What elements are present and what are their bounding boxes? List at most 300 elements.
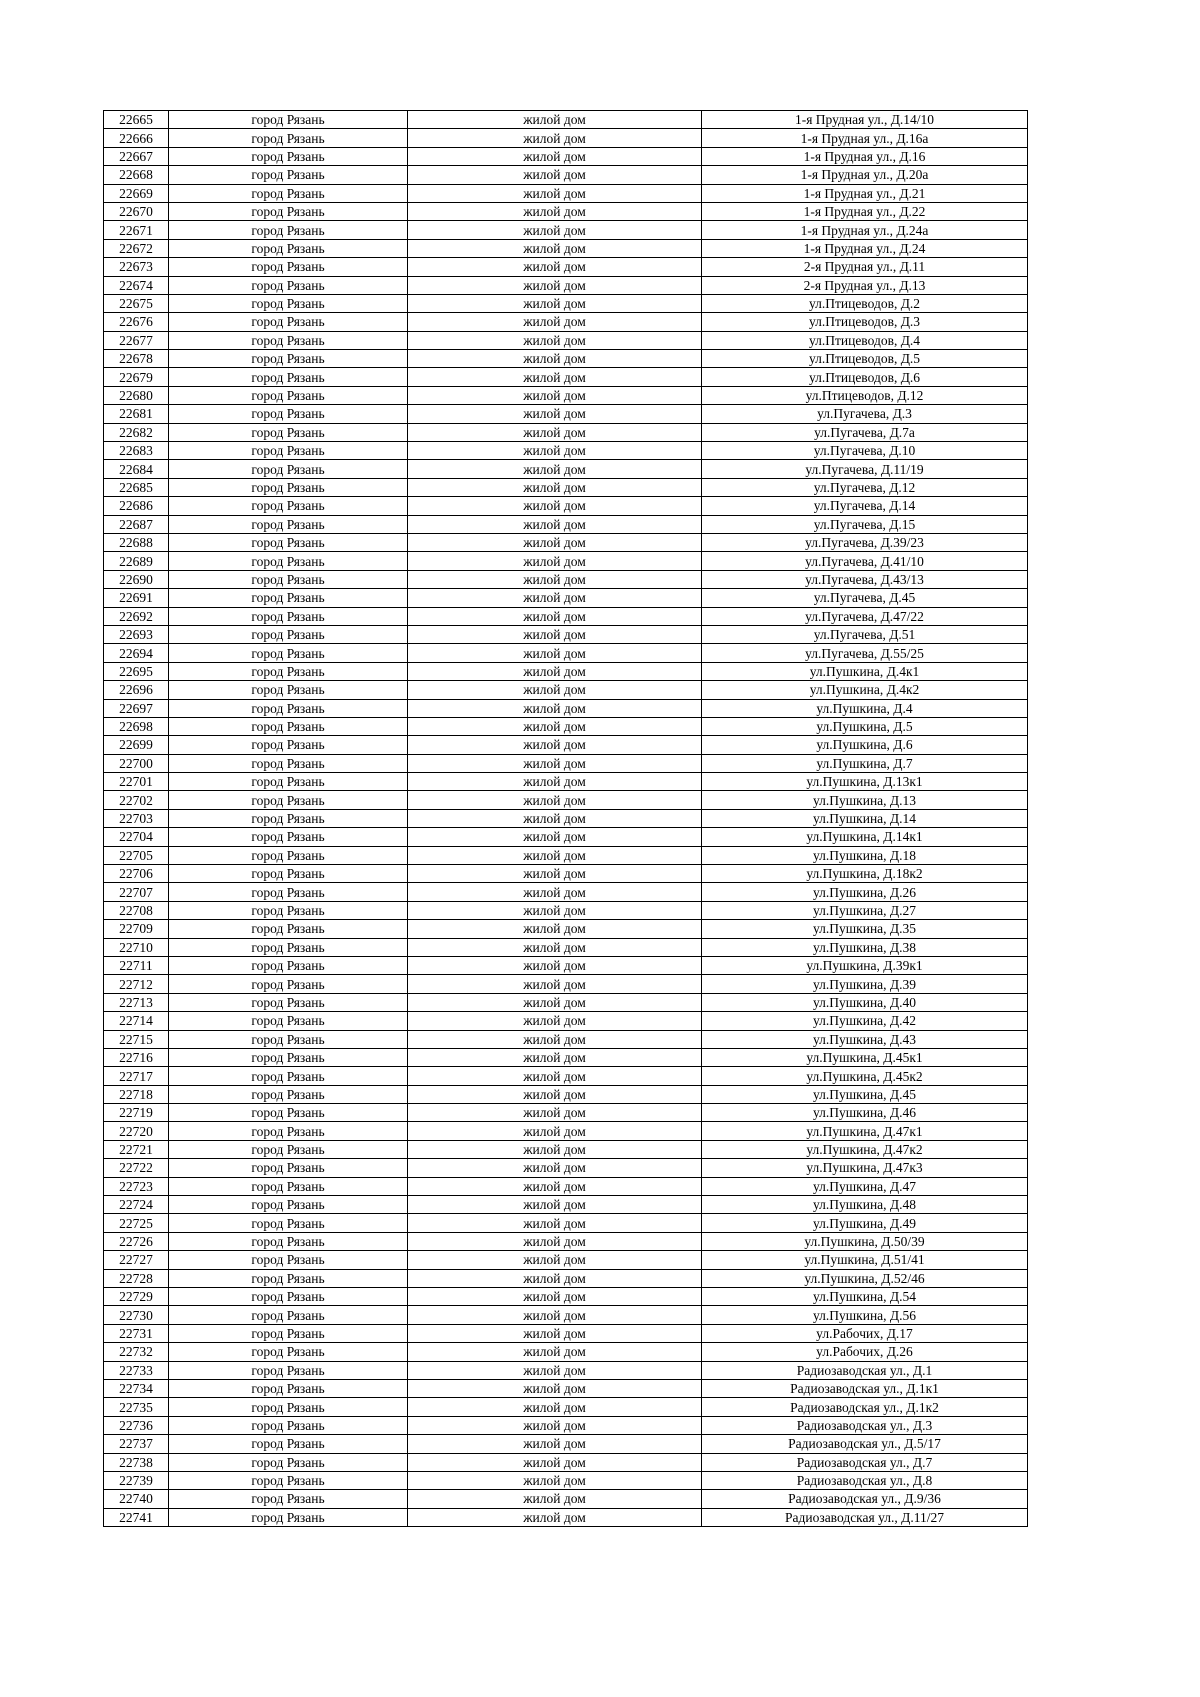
row-number-cell: 22691 bbox=[104, 589, 169, 607]
table-row bbox=[104, 515, 1028, 533]
address-cell: ул.Пушкина, Д.27 bbox=[702, 901, 1028, 919]
address-cell: Радиозаводская ул., Д.5/17 bbox=[702, 1435, 1028, 1453]
row-number-cell: 22701 bbox=[104, 773, 169, 791]
object-type-cell: жилой дом bbox=[408, 1269, 702, 1287]
city-cell: город Рязань bbox=[169, 607, 408, 625]
address-cell: ул.Пушкина, Д.56 bbox=[702, 1306, 1028, 1324]
object-type-cell: жилой дом bbox=[408, 1214, 702, 1232]
object-type-cell: жилой дом bbox=[408, 1030, 702, 1048]
city-cell: город Рязань bbox=[169, 478, 408, 496]
table-row bbox=[104, 607, 1028, 625]
city-cell: город Рязань bbox=[169, 625, 408, 643]
address-cell: 2-я Прудная ул., Д.13 bbox=[702, 276, 1028, 294]
table-row bbox=[104, 1177, 1028, 1195]
address-cell: ул.Пушкина, Д.14 bbox=[702, 809, 1028, 827]
address-cell: ул.Птицеводов, Д.12 bbox=[702, 386, 1028, 404]
row-number-cell: 22680 bbox=[104, 386, 169, 404]
city-cell: город Рязань bbox=[169, 736, 408, 754]
address-cell: ул.Пушкина, Д.39к1 bbox=[702, 956, 1028, 974]
table-row bbox=[104, 1269, 1028, 1287]
table-row bbox=[104, 920, 1028, 938]
row-number-cell: 22740 bbox=[104, 1490, 169, 1508]
city-cell: город Рязань bbox=[169, 184, 408, 202]
row-number-cell: 22667 bbox=[104, 147, 169, 165]
object-type-cell: жилой дом bbox=[408, 791, 702, 809]
table-row bbox=[104, 625, 1028, 643]
city-cell: город Рязань bbox=[169, 111, 408, 129]
city-cell: город Рязань bbox=[169, 1343, 408, 1361]
row-number-cell: 22670 bbox=[104, 202, 169, 220]
row-number-cell: 22737 bbox=[104, 1435, 169, 1453]
object-type-cell: жилой дом bbox=[408, 1104, 702, 1122]
table-row bbox=[104, 865, 1028, 883]
table-row bbox=[104, 1196, 1028, 1214]
address-cell: 1-я Прудная ул., Д.16 bbox=[702, 147, 1028, 165]
table-row bbox=[104, 221, 1028, 239]
city-cell: город Рязань bbox=[169, 846, 408, 864]
object-type-cell: жилой дом bbox=[408, 111, 702, 129]
table-row bbox=[104, 166, 1028, 184]
address-table-body bbox=[104, 111, 1028, 1527]
address-cell: 1-я Прудная ул., Д.22 bbox=[702, 202, 1028, 220]
row-number-cell: 22714 bbox=[104, 1012, 169, 1030]
address-cell: ул.Пушкина, Д.39 bbox=[702, 975, 1028, 993]
table-row bbox=[104, 202, 1028, 220]
city-cell: город Рязань bbox=[169, 442, 408, 460]
row-number-cell: 22730 bbox=[104, 1306, 169, 1324]
city-cell: город Рязань bbox=[169, 1508, 408, 1526]
row-number-cell: 22723 bbox=[104, 1177, 169, 1195]
address-cell: 2-я Прудная ул., Д.11 bbox=[702, 258, 1028, 276]
city-cell: город Рязань bbox=[169, 681, 408, 699]
object-type-cell: жилой дом bbox=[408, 1232, 702, 1250]
address-cell: ул.Пугачева, Д.10 bbox=[702, 442, 1028, 460]
object-type-cell: жилой дом bbox=[408, 773, 702, 791]
city-cell: город Рязань bbox=[169, 1030, 408, 1048]
row-number-cell: 22719 bbox=[104, 1104, 169, 1122]
row-number-cell: 22733 bbox=[104, 1361, 169, 1379]
address-cell: ул.Пугачева, Д.39/23 bbox=[702, 533, 1028, 551]
city-cell: город Рязань bbox=[169, 129, 408, 147]
table-row bbox=[104, 662, 1028, 680]
address-cell: ул.Пушкина, Д.14к1 bbox=[702, 828, 1028, 846]
row-number-cell: 22736 bbox=[104, 1416, 169, 1434]
city-cell: город Рязань bbox=[169, 313, 408, 331]
city-cell: город Рязань bbox=[169, 497, 408, 515]
object-type-cell: жилой дом bbox=[408, 1012, 702, 1030]
object-type-cell: жилой дом bbox=[408, 938, 702, 956]
address-cell: ул.Пугачева, Д.14 bbox=[702, 497, 1028, 515]
object-type-cell: жилой дом bbox=[408, 1177, 702, 1195]
address-cell: ул.Пушкина, Д.49 bbox=[702, 1214, 1028, 1232]
table-row bbox=[104, 147, 1028, 165]
object-type-cell: жилой дом bbox=[408, 920, 702, 938]
row-number-cell: 22741 bbox=[104, 1508, 169, 1526]
row-number-cell: 22700 bbox=[104, 754, 169, 772]
row-number-cell: 22710 bbox=[104, 938, 169, 956]
object-type-cell: жилой дом bbox=[408, 1398, 702, 1416]
city-cell: город Рязань bbox=[169, 975, 408, 993]
row-number-cell: 22708 bbox=[104, 901, 169, 919]
address-cell: ул.Птицеводов, Д.6 bbox=[702, 368, 1028, 386]
table-row bbox=[104, 846, 1028, 864]
address-cell: ул.Пугачева, Д.51 bbox=[702, 625, 1028, 643]
row-number-cell: 22686 bbox=[104, 497, 169, 515]
row-number-cell: 22695 bbox=[104, 662, 169, 680]
table-row bbox=[104, 1508, 1028, 1526]
address-cell: ул.Пушкина, Д.26 bbox=[702, 883, 1028, 901]
address-cell: ул.Птицеводов, Д.5 bbox=[702, 350, 1028, 368]
address-cell: ул.Пушкина, Д.51/41 bbox=[702, 1251, 1028, 1269]
city-cell: город Рязань bbox=[169, 1288, 408, 1306]
table-row bbox=[104, 589, 1028, 607]
object-type-cell: жилой дом bbox=[408, 1343, 702, 1361]
object-type-cell: жилой дом bbox=[408, 1067, 702, 1085]
table-row bbox=[104, 681, 1028, 699]
table-row bbox=[104, 423, 1028, 441]
object-type-cell: жилой дом bbox=[408, 1196, 702, 1214]
address-cell: ул.Пугачева, Д.3 bbox=[702, 405, 1028, 423]
address-cell: ул.Пугачева, Д.41/10 bbox=[702, 552, 1028, 570]
city-cell: город Рязань bbox=[169, 1012, 408, 1030]
object-type-cell: жилой дом bbox=[408, 975, 702, 993]
table-row bbox=[104, 111, 1028, 129]
address-cell: 1-я Прудная ул., Д.16а bbox=[702, 129, 1028, 147]
table-row bbox=[104, 828, 1028, 846]
address-cell: Радиозаводская ул., Д.1к1 bbox=[702, 1379, 1028, 1397]
address-cell: ул.Пушкина, Д.40 bbox=[702, 993, 1028, 1011]
table-row bbox=[104, 552, 1028, 570]
city-cell: город Рязань bbox=[169, 717, 408, 735]
object-type-cell: жилой дом bbox=[408, 129, 702, 147]
row-number-cell: 22694 bbox=[104, 644, 169, 662]
city-cell: город Рязань bbox=[169, 1361, 408, 1379]
city-cell: город Рязань bbox=[169, 350, 408, 368]
address-cell: ул.Пугачева, Д.43/13 bbox=[702, 570, 1028, 588]
city-cell: город Рязань bbox=[169, 1232, 408, 1250]
address-cell: ул.Птицеводов, Д.4 bbox=[702, 331, 1028, 349]
table-row bbox=[104, 975, 1028, 993]
city-cell: город Рязань bbox=[169, 938, 408, 956]
object-type-cell: жилой дом bbox=[408, 1140, 702, 1158]
table-row bbox=[104, 1288, 1028, 1306]
address-cell: ул.Пушкина, Д.45 bbox=[702, 1085, 1028, 1103]
table-row bbox=[104, 699, 1028, 717]
table-row bbox=[104, 276, 1028, 294]
row-number-cell: 22721 bbox=[104, 1140, 169, 1158]
address-cell: ул.Рабочих, Д.17 bbox=[702, 1324, 1028, 1342]
address-cell: ул.Пушкина, Д.46 bbox=[702, 1104, 1028, 1122]
city-cell: город Рязань bbox=[169, 533, 408, 551]
table-row bbox=[104, 1435, 1028, 1453]
object-type-cell: жилой дом bbox=[408, 846, 702, 864]
table-row bbox=[104, 938, 1028, 956]
table-row bbox=[104, 1398, 1028, 1416]
row-number-cell: 22726 bbox=[104, 1232, 169, 1250]
row-number-cell: 22720 bbox=[104, 1122, 169, 1140]
object-type-cell: жилой дом bbox=[408, 956, 702, 974]
table-row bbox=[104, 460, 1028, 478]
city-cell: город Рязань bbox=[169, 1435, 408, 1453]
object-type-cell: жилой дом bbox=[408, 331, 702, 349]
table-row bbox=[104, 644, 1028, 662]
city-cell: город Рязань bbox=[169, 1306, 408, 1324]
table-row bbox=[104, 1012, 1028, 1030]
address-cell: ул.Пушкина, Д.54 bbox=[702, 1288, 1028, 1306]
row-number-cell: 22703 bbox=[104, 809, 169, 827]
row-number-cell: 22679 bbox=[104, 368, 169, 386]
object-type-cell: жилой дом bbox=[408, 1159, 702, 1177]
object-type-cell: жилой дом bbox=[408, 699, 702, 717]
table-row bbox=[104, 1306, 1028, 1324]
table-row bbox=[104, 1104, 1028, 1122]
address-cell: ул.Пушкина, Д.48 bbox=[702, 1196, 1028, 1214]
object-type-cell: жилой дом bbox=[408, 1251, 702, 1269]
city-cell: город Рязань bbox=[169, 1085, 408, 1103]
table-row bbox=[104, 533, 1028, 551]
table-row bbox=[104, 1067, 1028, 1085]
table-row bbox=[104, 570, 1028, 588]
row-number-cell: 22707 bbox=[104, 883, 169, 901]
table-row bbox=[104, 294, 1028, 312]
address-cell: ул.Пушкина, Д.13к1 bbox=[702, 773, 1028, 791]
row-number-cell: 22711 bbox=[104, 956, 169, 974]
city-cell: город Рязань bbox=[169, 1048, 408, 1066]
object-type-cell: жилой дом bbox=[408, 1048, 702, 1066]
city-cell: город Рязань bbox=[169, 828, 408, 846]
row-number-cell: 22738 bbox=[104, 1453, 169, 1471]
city-cell: город Рязань bbox=[169, 368, 408, 386]
object-type-cell: жилой дом bbox=[408, 258, 702, 276]
row-number-cell: 22732 bbox=[104, 1343, 169, 1361]
table-row bbox=[104, 239, 1028, 257]
address-cell: ул.Пушкина, Д.4к2 bbox=[702, 681, 1028, 699]
row-number-cell: 22681 bbox=[104, 405, 169, 423]
row-number-cell: 22731 bbox=[104, 1324, 169, 1342]
row-number-cell: 22676 bbox=[104, 313, 169, 331]
address-cell: ул.Пушкина, Д.47к1 bbox=[702, 1122, 1028, 1140]
table-row bbox=[104, 1490, 1028, 1508]
object-type-cell: жилой дом bbox=[408, 736, 702, 754]
row-number-cell: 22716 bbox=[104, 1048, 169, 1066]
row-number-cell: 22696 bbox=[104, 681, 169, 699]
table-row bbox=[104, 331, 1028, 349]
row-number-cell: 22697 bbox=[104, 699, 169, 717]
object-type-cell: жилой дом bbox=[408, 533, 702, 551]
city-cell: город Рязань bbox=[169, 166, 408, 184]
object-type-cell: жилой дом bbox=[408, 1306, 702, 1324]
table-row bbox=[104, 1453, 1028, 1471]
table-row bbox=[104, 1214, 1028, 1232]
address-cell: ул.Пугачева, Д.7а bbox=[702, 423, 1028, 441]
object-type-cell: жилой дом bbox=[408, 662, 702, 680]
city-cell: город Рязань bbox=[169, 883, 408, 901]
city-cell: город Рязань bbox=[169, 1324, 408, 1342]
table-row bbox=[104, 1085, 1028, 1103]
city-cell: город Рязань bbox=[169, 1471, 408, 1489]
city-cell: город Рязань bbox=[169, 1159, 408, 1177]
object-type-cell: жилой дом bbox=[408, 754, 702, 772]
address-cell: Радиозаводская ул., Д.1к2 bbox=[702, 1398, 1028, 1416]
row-number-cell: 22702 bbox=[104, 791, 169, 809]
address-cell: ул.Пушкина, Д.47к3 bbox=[702, 1159, 1028, 1177]
address-cell: Радиозаводская ул., Д.3 bbox=[702, 1416, 1028, 1434]
object-type-cell: жилой дом bbox=[408, 239, 702, 257]
row-number-cell: 22699 bbox=[104, 736, 169, 754]
address-cell: ул.Пушкина, Д.18 bbox=[702, 846, 1028, 864]
address-cell: ул.Пугачева, Д.12 bbox=[702, 478, 1028, 496]
row-number-cell: 22688 bbox=[104, 533, 169, 551]
object-type-cell: жилой дом bbox=[408, 1122, 702, 1140]
row-number-cell: 22718 bbox=[104, 1085, 169, 1103]
table-row bbox=[104, 993, 1028, 1011]
object-type-cell: жилой дом bbox=[408, 386, 702, 404]
address-cell: ул.Пугачева, Д.45 bbox=[702, 589, 1028, 607]
object-type-cell: жилой дом bbox=[408, 552, 702, 570]
table-row bbox=[104, 736, 1028, 754]
city-cell: город Рязань bbox=[169, 147, 408, 165]
address-cell: ул.Рабочих, Д.26 bbox=[702, 1343, 1028, 1361]
object-type-cell: жилой дом bbox=[408, 1085, 702, 1103]
city-cell: город Рязань bbox=[169, 258, 408, 276]
row-number-cell: 22725 bbox=[104, 1214, 169, 1232]
object-type-cell: жилой дом bbox=[408, 368, 702, 386]
city-cell: город Рязань bbox=[169, 570, 408, 588]
row-number-cell: 22724 bbox=[104, 1196, 169, 1214]
address-cell: ул.Пушкина, Д.13 bbox=[702, 791, 1028, 809]
city-cell: город Рязань bbox=[169, 460, 408, 478]
object-type-cell: жилой дом bbox=[408, 883, 702, 901]
city-cell: город Рязань bbox=[169, 901, 408, 919]
table-row bbox=[104, 1048, 1028, 1066]
row-number-cell: 22735 bbox=[104, 1398, 169, 1416]
address-cell: 1-я Прудная ул., Д.21 bbox=[702, 184, 1028, 202]
table-row bbox=[104, 1030, 1028, 1048]
city-cell: город Рязань bbox=[169, 1177, 408, 1195]
address-cell: ул.Пушкина, Д.42 bbox=[702, 1012, 1028, 1030]
city-cell: город Рязань bbox=[169, 662, 408, 680]
city-cell: город Рязань bbox=[169, 791, 408, 809]
address-cell: ул.Пушкина, Д.4 bbox=[702, 699, 1028, 717]
city-cell: город Рязань bbox=[169, 754, 408, 772]
table-row bbox=[104, 258, 1028, 276]
object-type-cell: жилой дом bbox=[408, 1379, 702, 1397]
object-type-cell: жилой дом bbox=[408, 202, 702, 220]
object-type-cell: жилой дом bbox=[408, 515, 702, 533]
row-number-cell: 22729 bbox=[104, 1288, 169, 1306]
object-type-cell: жилой дом bbox=[408, 423, 702, 441]
row-number-cell: 22682 bbox=[104, 423, 169, 441]
row-number-cell: 22671 bbox=[104, 221, 169, 239]
city-cell: город Рязань bbox=[169, 1251, 408, 1269]
table-row bbox=[104, 717, 1028, 735]
table-row bbox=[104, 313, 1028, 331]
city-cell: город Рязань bbox=[169, 1398, 408, 1416]
city-cell: город Рязань bbox=[169, 331, 408, 349]
row-number-cell: 22673 bbox=[104, 258, 169, 276]
object-type-cell: жилой дом bbox=[408, 1490, 702, 1508]
city-cell: город Рязань bbox=[169, 1196, 408, 1214]
object-type-cell: жилой дом bbox=[408, 993, 702, 1011]
table-row bbox=[104, 368, 1028, 386]
row-number-cell: 22713 bbox=[104, 993, 169, 1011]
address-cell: ул.Пушкина, Д.6 bbox=[702, 736, 1028, 754]
object-type-cell: жилой дом bbox=[408, 405, 702, 423]
object-type-cell: жилой дом bbox=[408, 313, 702, 331]
city-cell: город Рязань bbox=[169, 1214, 408, 1232]
row-number-cell: 22685 bbox=[104, 478, 169, 496]
table-row bbox=[104, 1471, 1028, 1489]
address-cell: ул.Пушкина, Д.4к1 bbox=[702, 662, 1028, 680]
address-cell: ул.Пугачева, Д.11/19 bbox=[702, 460, 1028, 478]
address-cell: 1-я Прудная ул., Д.14/10 bbox=[702, 111, 1028, 129]
object-type-cell: жилой дом bbox=[408, 1435, 702, 1453]
city-cell: город Рязань bbox=[169, 405, 408, 423]
city-cell: город Рязань bbox=[169, 1379, 408, 1397]
city-cell: город Рязань bbox=[169, 865, 408, 883]
city-cell: город Рязань bbox=[169, 699, 408, 717]
address-cell: 1-я Прудная ул., Д.20а bbox=[702, 166, 1028, 184]
object-type-cell: жилой дом bbox=[408, 221, 702, 239]
table-row bbox=[104, 405, 1028, 423]
object-type-cell: жилой дом bbox=[408, 478, 702, 496]
row-number-cell: 22734 bbox=[104, 1379, 169, 1397]
row-number-cell: 22666 bbox=[104, 129, 169, 147]
table-row bbox=[104, 773, 1028, 791]
address-cell: ул.Пушкина, Д.47 bbox=[702, 1177, 1028, 1195]
row-number-cell: 22674 bbox=[104, 276, 169, 294]
city-cell: город Рязань bbox=[169, 1490, 408, 1508]
object-type-cell: жилой дом bbox=[408, 717, 702, 735]
object-type-cell: жилой дом bbox=[408, 1361, 702, 1379]
address-cell: 1-я Прудная ул., Д.24 bbox=[702, 239, 1028, 257]
object-type-cell: жилой дом bbox=[408, 497, 702, 515]
table-row bbox=[104, 1324, 1028, 1342]
city-cell: город Рязань bbox=[169, 956, 408, 974]
city-cell: город Рязань bbox=[169, 589, 408, 607]
city-cell: город Рязань bbox=[169, 809, 408, 827]
address-cell: ул.Пушкина, Д.35 bbox=[702, 920, 1028, 938]
row-number-cell: 22722 bbox=[104, 1159, 169, 1177]
table-row bbox=[104, 791, 1028, 809]
object-type-cell: жилой дом bbox=[408, 607, 702, 625]
city-cell: город Рязань bbox=[169, 239, 408, 257]
row-number-cell: 22727 bbox=[104, 1251, 169, 1269]
table-row bbox=[104, 386, 1028, 404]
row-number-cell: 22675 bbox=[104, 294, 169, 312]
object-type-cell: жилой дом bbox=[408, 1471, 702, 1489]
table-row bbox=[104, 1159, 1028, 1177]
table-row bbox=[104, 184, 1028, 202]
row-number-cell: 22678 bbox=[104, 350, 169, 368]
row-number-cell: 22705 bbox=[104, 846, 169, 864]
row-number-cell: 22668 bbox=[104, 166, 169, 184]
object-type-cell: жилой дом bbox=[408, 901, 702, 919]
city-cell: город Рязань bbox=[169, 644, 408, 662]
row-number-cell: 22715 bbox=[104, 1030, 169, 1048]
object-type-cell: жилой дом bbox=[408, 865, 702, 883]
city-cell: город Рязань bbox=[169, 1104, 408, 1122]
address-cell: ул.Пушкина, Д.18к2 bbox=[702, 865, 1028, 883]
row-number-cell: 22698 bbox=[104, 717, 169, 735]
table-row bbox=[104, 883, 1028, 901]
address-cell: ул.Пугачева, Д.15 bbox=[702, 515, 1028, 533]
table-row bbox=[104, 1122, 1028, 1140]
row-number-cell: 22690 bbox=[104, 570, 169, 588]
object-type-cell: жилой дом bbox=[408, 294, 702, 312]
table-row bbox=[104, 1232, 1028, 1250]
address-cell: ул.Птицеводов, Д.3 bbox=[702, 313, 1028, 331]
